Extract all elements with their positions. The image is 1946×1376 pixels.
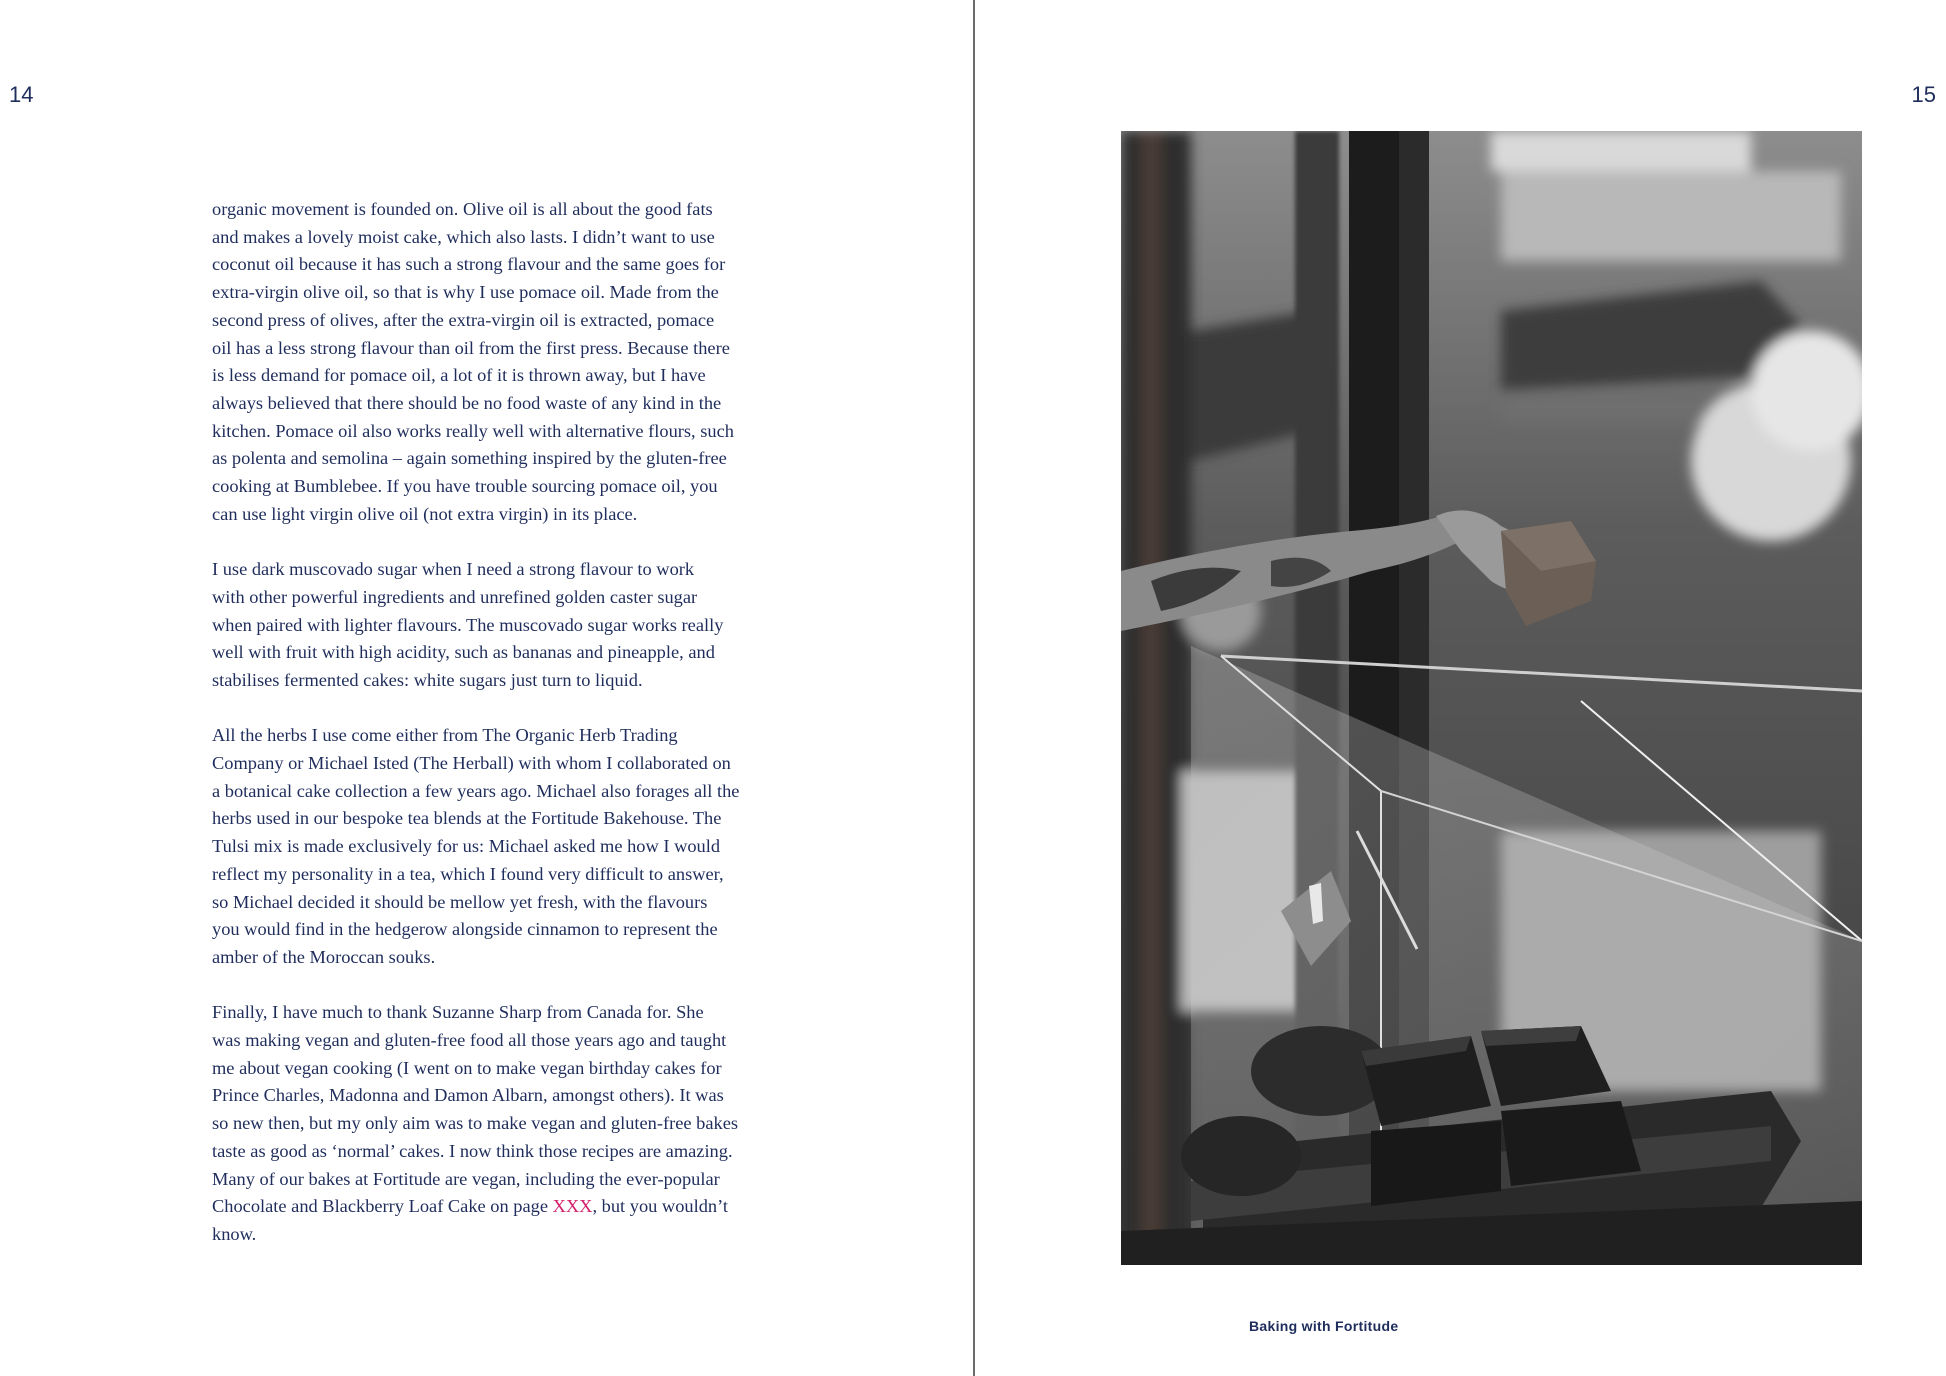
- text-line: cooking at Bumblebee. If you have trouble sourcing pomace oil, you: [212, 476, 718, 497]
- text-line: Many of our bakes at Fortitude are vegan, including the ever-popular: [212, 1168, 720, 1189]
- text-line: you would find in the hedgerow alongside cinnamon to represent the: [212, 919, 718, 940]
- text-line: a botanical cake collection a few years ago. Michael also forages all the: [212, 780, 740, 801]
- text-line: extra-virgin olive oil, so that is why I use pomace oil. Made from the: [212, 282, 719, 303]
- text-line: amber of the Moroccan souks.: [212, 946, 436, 967]
- text-line: herbs used in our bespoke tea blends at the Fortitude Bakehouse. The: [212, 808, 722, 829]
- paragraph-herbs: [212, 722, 852, 971]
- text-line: so Michael decided it should be mellow yet fresh, with the flavours: [212, 891, 708, 912]
- text-line: All the herbs I use come either from The Organic Herb Trading: [212, 725, 678, 746]
- text-line: Tulsi mix is made exclusively for us: Michael asked me how I would: [212, 836, 721, 857]
- text-line: oil has a less strong flavour than oil from the first press. Because there: [212, 337, 730, 358]
- page-number: 14: [9, 82, 34, 107]
- text-line: me about vegan cooking (I went on to make vegan birthday cakes for: [212, 1057, 722, 1078]
- text-line: reflect my personality in a tea, which I found very difficult to answer,: [212, 863, 724, 884]
- text-line: Company or Michael Isted (The Herball) with whom I collaborated on: [212, 753, 731, 774]
- paragraph-vegan: [212, 999, 852, 1248]
- page-cross-reference[interactable]: XXX: [552, 1196, 593, 1217]
- text-line: and makes a lovely moist cake, which also lasts. I didn’t want to use: [212, 226, 715, 247]
- text-segment: Chocolate and Blackberry Loaf Cake on page: [212, 1196, 553, 1217]
- running-footer-title: Baking with Fortitude: [1249, 1318, 1399, 1334]
- text-line: was making vegan and gluten-free food all those years ago and taught: [212, 1030, 727, 1051]
- text-line: kitchen. Pomace oil also works really well with alternative flours, such: [212, 420, 734, 441]
- text-line: I use dark muscovado sugar when I need a strong flavour to work: [212, 559, 695, 580]
- text-line: when paired with lighter flavours. The muscovado sugar works really: [212, 614, 724, 635]
- paragraph-sugar: [212, 556, 852, 695]
- paragraph-oils: [212, 196, 852, 528]
- text-line: coconut oil because it has such a strong flavour and the same goes for: [212, 254, 726, 275]
- right-page: [975, 0, 1946, 1376]
- text-line: so new then, but my only aim was to make vegan and gluten-free bakes: [212, 1113, 739, 1134]
- text-line: organic movement is founded on. Olive oil is all about the good fats: [212, 199, 713, 219]
- text-segment: , but you wouldn’t: [592, 1196, 729, 1217]
- text-line: as polenta and semolina – again something inspired by the gluten-free: [212, 448, 727, 469]
- text-line: is less demand for pomace oil, a lot of it is thrown away, but I have: [212, 365, 706, 386]
- text-line-with-xref: [212, 1193, 852, 1221]
- text-line: with other powerful ingredients and unrefined golden caster sugar: [212, 586, 698, 607]
- text-line: taste as good as ‘normal’ cakes. I now think those recipes are amazing.: [212, 1140, 733, 1161]
- text-line: well with fruit with high acidity, such as bananas and pineapple, and: [212, 642, 715, 663]
- text-line: can use light virgin olive oil (not extra virgin) in its place.: [212, 503, 638, 524]
- photo-illustration: [1121, 131, 1862, 1265]
- body-text: [212, 196, 852, 1276]
- text-line: Finally, I have much to thank Suzanne Sharp from Canada for. She: [212, 1002, 704, 1023]
- text-line: always believed that there should be no food waste of any kind in the: [212, 392, 722, 413]
- page-number: 15: [1911, 82, 1936, 107]
- bakery-counter-photo: [1121, 131, 1862, 1265]
- text-line: Prince Charles, Madonna and Damon Albarn, amongst others). It was: [212, 1085, 724, 1106]
- text-line: stabilises fermented cakes: white sugars just turn to liquid.: [212, 669, 643, 690]
- text-line: know.: [212, 1223, 257, 1244]
- text-line: second press of olives, after the extra-virgin oil is extracted, pomace: [212, 309, 715, 330]
